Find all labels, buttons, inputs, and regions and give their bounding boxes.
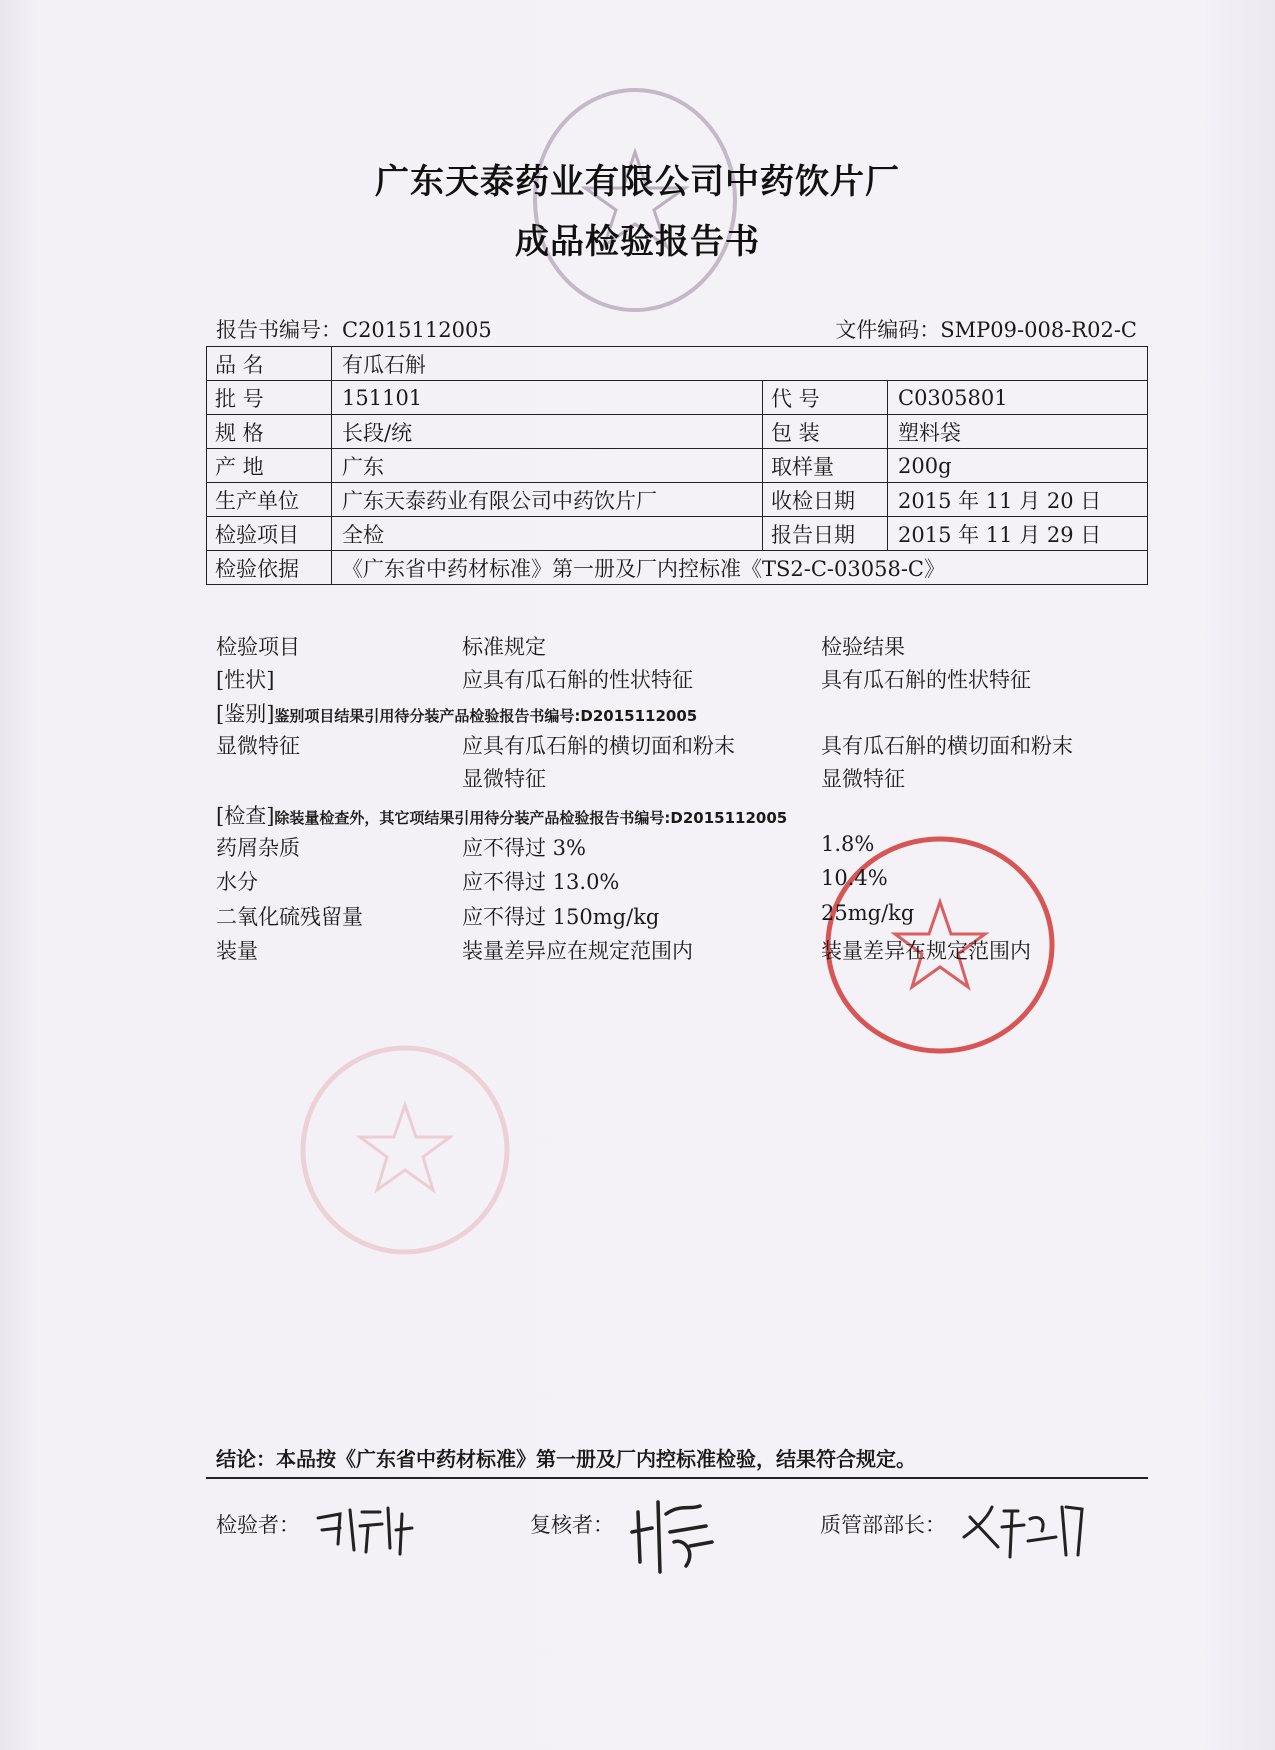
origin-label: 产 地	[207, 449, 332, 483]
table-row	[207, 483, 1148, 517]
reviewer-signature-icon	[630, 1492, 720, 1578]
product-name-value: 有瓜石斛	[332, 347, 1148, 381]
file-code	[835, 314, 1137, 344]
table-row	[207, 381, 1148, 415]
reviewer-label: 复核者：	[530, 1513, 614, 1537]
receive-date-value: 2015 年 11 月 20 日	[888, 483, 1148, 517]
so2-standard: 应不得过 150mg/kg	[462, 905, 660, 929]
qa-head-label: 质管部部长：	[820, 1513, 946, 1537]
micro-result-line1: 具有瓜石斛的横切面和粉末	[821, 734, 1073, 758]
fill-label: 装量	[216, 939, 258, 963]
code-value: C0305801	[888, 381, 1148, 415]
item-value: 全检	[332, 517, 763, 551]
water-standard: 应不得过 13.0%	[462, 870, 620, 894]
file-code-label: 文件编码：	[835, 318, 941, 342]
jiancha-row	[216, 800, 787, 830]
basis-label: 检验依据	[207, 551, 332, 585]
producer-label: 生产单位	[207, 483, 332, 517]
col-result-header: 检验结果	[821, 635, 905, 659]
package-value: 塑料袋	[888, 415, 1148, 449]
code-label: 代 号	[763, 381, 888, 415]
report-number-label: 报告书编号：	[216, 318, 342, 342]
file-code-value: SMP09-008-R02-C	[940, 318, 1137, 342]
inspector-label: 检验者：	[216, 1513, 300, 1537]
fill-standard: 装量差异应在规定范围内	[462, 939, 693, 963]
item-label: 检验项目	[207, 517, 332, 551]
table-row	[207, 449, 1148, 483]
report-date-label: 报告日期	[763, 517, 888, 551]
impurity-label: 药屑杂质	[216, 836, 300, 860]
water-label: 水分	[216, 870, 258, 894]
inspector-signature-icon	[310, 1500, 420, 1560]
so2-result: 25mg/kg	[821, 901, 915, 925]
spec-value: 长段/统	[332, 415, 763, 449]
micro-label: 显微特征	[216, 734, 300, 758]
jianbie-label: [鉴别]	[216, 702, 275, 726]
spec-label: 规 格	[207, 415, 332, 449]
impurity-result: 1.8%	[821, 832, 875, 856]
product-info-table	[206, 346, 1148, 585]
batch-label: 批 号	[207, 381, 332, 415]
table-row	[207, 551, 1148, 585]
impurity-standard: 应不得过 3%	[462, 836, 586, 860]
water-result: 10.4%	[821, 866, 888, 890]
report-date-value: 2015 年 11 月 29 日	[888, 517, 1148, 551]
fill-result: 装量差异在规定范围内	[821, 939, 1031, 963]
faint-seal-icon	[290, 1035, 520, 1265]
product-name-label: 品 名	[207, 347, 332, 381]
col-item-header: 检验项目	[216, 635, 300, 659]
producer-value: 广东天泰药业有限公司中药饮片厂	[332, 483, 763, 517]
micro-standard-line2: 显微特征	[462, 767, 546, 791]
batch-value: 151101	[332, 381, 763, 415]
company-title: 广东天泰药业有限公司中药饮片厂	[375, 162, 900, 202]
origin-value: 广东	[332, 449, 763, 483]
report-number-value: C2015112005	[342, 318, 492, 342]
jianbie-row	[216, 698, 697, 728]
report-number	[216, 314, 492, 344]
xingzhuang-result: 具有瓜石斛的性状特征	[821, 668, 1031, 692]
qa-head-signature-icon	[958, 1497, 1088, 1567]
xingzhuang-label: [性状]	[216, 668, 275, 692]
jianbie-note: 鉴别项目结果引用待分装产品检验报告书编号:D2015112005	[274, 707, 698, 725]
conclusion-text: 结论：本品按《广东省中药材标准》第一册及厂内控标准检验，结果符合规定。	[216, 1447, 916, 1471]
basis-value: 《广东省中药材标准》第一册及厂内控标准《TS2-C-03058-C》	[332, 551, 1148, 585]
micro-standard-line1: 应具有瓜石斛的横切面和粉末	[462, 734, 735, 758]
table-row	[207, 347, 1148, 381]
receive-date-label: 收检日期	[763, 483, 888, 517]
micro-result-line2: 显微特征	[821, 767, 905, 791]
sample-label: 取样量	[763, 449, 888, 483]
table-row	[207, 517, 1148, 551]
report-title: 成品检验报告书	[515, 222, 760, 262]
sample-value: 200g	[888, 449, 1148, 483]
xingzhuang-standard: 应具有瓜石斛的性状特征	[462, 668, 693, 692]
jiancha-note: 除装量检查外，其它项结果引用待分装产品检验报告书编号:D2015112005	[274, 809, 788, 827]
so2-label: 二氧化硫残留量	[216, 905, 363, 929]
col-standard-header: 标准规定	[462, 635, 546, 659]
table-row	[207, 415, 1148, 449]
package-label: 包 装	[763, 415, 888, 449]
divider	[206, 1477, 1148, 1479]
jiancha-label: [检查]	[216, 804, 275, 828]
